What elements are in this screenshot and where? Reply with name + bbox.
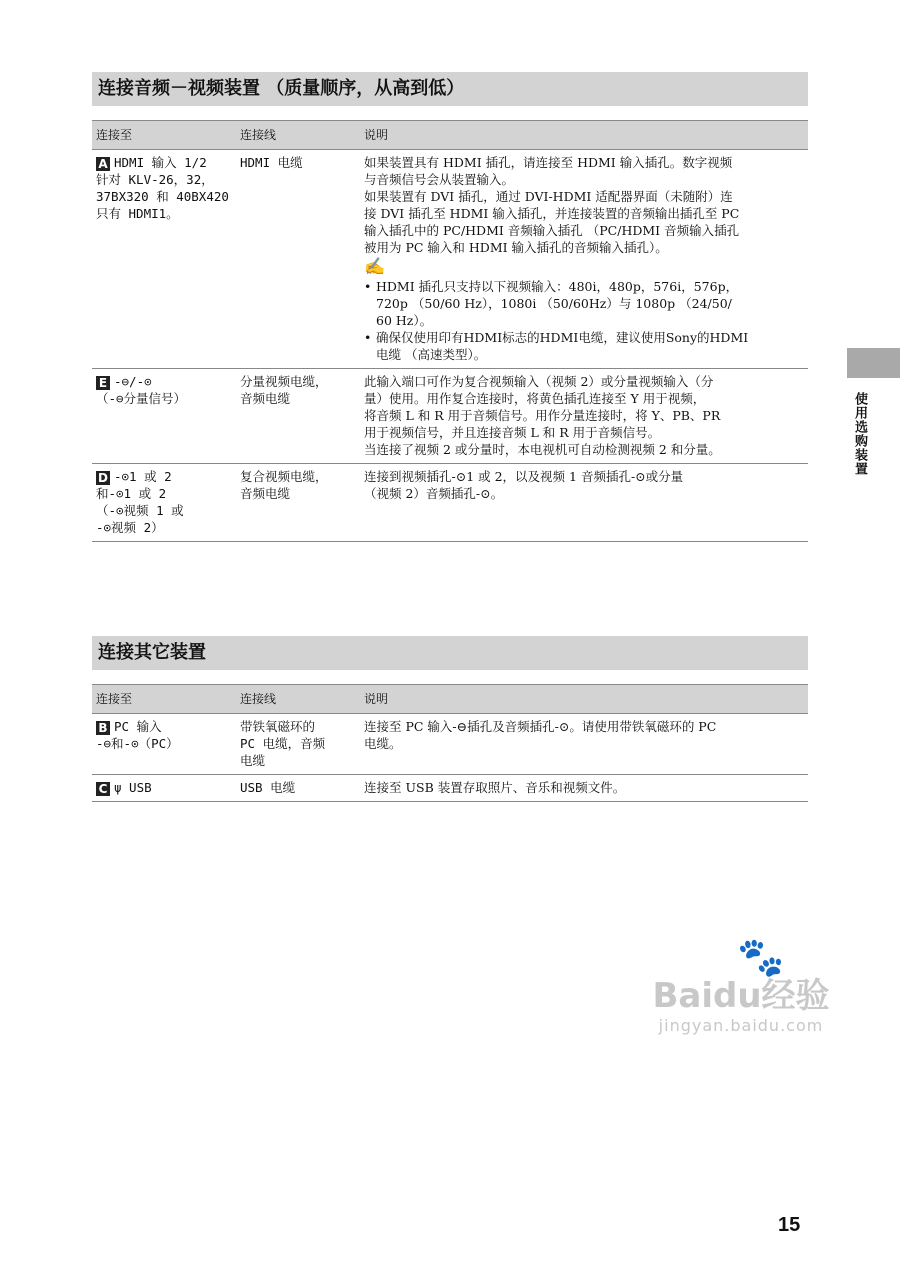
- cable-line: PC 电缆，音频: [240, 736, 326, 751]
- port-line: B PC 输入: [96, 718, 232, 735]
- port-line: 针对 KLV-26，32，: [96, 172, 214, 187]
- desc-line: 如果装置具有 HDMI 插孔，请连接至 HDMI 输入插孔。数字视频: [364, 155, 733, 170]
- cable-line: 分量视频电缆，: [240, 374, 328, 389]
- table-row: [92, 714, 808, 775]
- description-cell: [360, 464, 808, 542]
- desc-line: 将音频 L 和 R 用于音频信号。用作分量连接时，将 Y、PB、PR: [364, 408, 721, 423]
- desc-line: （视频 2）音频插孔-⊙。: [364, 486, 504, 501]
- port-cell: [92, 714, 236, 775]
- desc-line: 被用为 PC 输入和 HDMI 输入插孔的音频输入插孔）。: [364, 240, 668, 255]
- desc-line: 此输入端口可作为复合视频输入（视频 2）或分量视频输入（分: [364, 374, 714, 389]
- port-line: E -⊖/-⊙: [96, 373, 232, 390]
- port-line: C ψ USB: [96, 779, 232, 796]
- page-number: 15: [778, 1214, 801, 1236]
- header-description: 说明: [360, 685, 808, 714]
- port-line: -⊖和-⊙（PC）: [96, 736, 179, 751]
- desc-line: 量）使用。用作复合连接时，将黄色插孔连接至 Y 用于视频，: [364, 391, 706, 406]
- section-header-av: [92, 72, 808, 106]
- table-row: [92, 775, 808, 802]
- description-cell: [360, 369, 808, 464]
- memo-pencil-icon: ✍: [364, 257, 386, 277]
- badge-b: B: [96, 721, 110, 735]
- cable-line: 音频电缆: [240, 391, 291, 406]
- desc-line: 连接至 USB 装置存取照片、音乐和视频文件。: [364, 780, 626, 795]
- port-line: D -⊙1 或 2: [96, 468, 232, 485]
- cable-cell: [236, 369, 360, 464]
- badge-d: D: [96, 471, 110, 485]
- header-connect-to: 连接至: [92, 121, 236, 150]
- cable-line: 复合视频电缆，: [240, 469, 328, 484]
- port-line: 和-⊙1 或 2: [96, 486, 167, 501]
- header-cable: 连接线: [236, 685, 360, 714]
- paw-icon: 🐾: [737, 935, 785, 979]
- desc-line: 连接到视频插孔-⊙1 或 2，以及视频 1 音频插孔-⊙或分量: [364, 469, 684, 484]
- desc-line: 用于视频信号，并且连接音频 L 和 R 用于音频信号。: [364, 425, 661, 440]
- table-row: [92, 150, 808, 369]
- table-header-row: [92, 121, 808, 150]
- desc-line: 输入插孔中的 PC/HDMI 音频输入插孔 （PC/HDMI 音频输入插孔: [364, 223, 740, 238]
- port-line: 只有 HDMI1。: [96, 206, 179, 221]
- header-cable: 连接线: [236, 121, 360, 150]
- desc-line: 如果装置有 DVI 插孔，通过 DVI-HDMI 适配器界面（未随附）连: [364, 189, 733, 204]
- cable-line: 音频电缆: [240, 486, 291, 501]
- cable-cell: [236, 464, 360, 542]
- port-cell: [92, 775, 236, 802]
- cable-line: HDMI 电缆: [240, 155, 303, 170]
- header-connect-to: 连接至: [92, 685, 236, 714]
- cable-line: 带铁氧磁环的: [240, 719, 316, 734]
- section-title: 连接音频－视频装置 （质量顺序，从高到低）: [98, 78, 465, 99]
- table-row: [92, 464, 808, 542]
- other-connection-table: [92, 684, 808, 802]
- list-item: • HDMI 插孔只支持以下视频输入：480i，480p，576i，576p， 720p （50/60 Hz），1080i （50/60Hz）与 1080p （24/50/ 60 Hz）。: [364, 278, 806, 329]
- port-cell: [92, 150, 236, 369]
- desc-line: 电缆。: [364, 736, 402, 751]
- chapter-label: 使用选购装置: [852, 392, 867, 476]
- section-header-other: [92, 636, 808, 670]
- port-cell: [92, 369, 236, 464]
- badge-a: A: [96, 157, 110, 171]
- cable-line: USB 电缆: [240, 780, 296, 795]
- section-title: 连接其它装置: [98, 642, 206, 663]
- cable-line: 电缆: [240, 753, 266, 768]
- list-item: • 确保仅使用印有HDMI标志的HDMI电缆，建议使用Sony的HDMI 电缆 （高速类型）。: [364, 329, 806, 363]
- port-cell: [92, 464, 236, 542]
- watermark: [636, 935, 846, 1036]
- watermark-logo: Baidu经验: [652, 976, 830, 1016]
- cable-cell: [236, 150, 360, 369]
- header-description: 说明: [360, 121, 808, 150]
- badge-e: E: [96, 376, 110, 390]
- description-cell: [360, 775, 808, 802]
- desc-line: 接 DVI 插孔至 HDMI 输入插孔，并连接装置的音频输出插孔至 PC: [364, 206, 740, 221]
- av-connection-table: [92, 120, 808, 542]
- port-line: A HDMI 输入 1/2: [96, 154, 232, 171]
- watermark-url: jingyan.baidu.com: [658, 1016, 824, 1035]
- table-header-row: [92, 685, 808, 714]
- cable-cell: [236, 714, 360, 775]
- cable-cell: [236, 775, 360, 802]
- notes-list: [364, 278, 806, 363]
- chapter-tab: [847, 348, 900, 378]
- port-line: （-⊙视频 1 或: [96, 503, 184, 518]
- description-cell: [360, 150, 808, 369]
- table-row: [92, 369, 808, 464]
- description-cell: [360, 714, 808, 775]
- badge-c: C: [96, 782, 110, 796]
- desc-line: 连接至 PC 输入-⊖插孔及音频插孔-⊙。请使用带铁氧磁环的 PC: [364, 719, 717, 734]
- port-line: 37BX320 和 40BX420: [96, 189, 229, 204]
- port-line: （-⊖分量信号）: [96, 391, 187, 406]
- desc-line: 与音频信号会从装置输入。: [364, 172, 515, 187]
- port-line: -⊙视频 2）: [96, 520, 164, 535]
- desc-line: 当连接了视频 2 或分量时，本电视机可自动检测视频 2 和分量。: [364, 442, 721, 457]
